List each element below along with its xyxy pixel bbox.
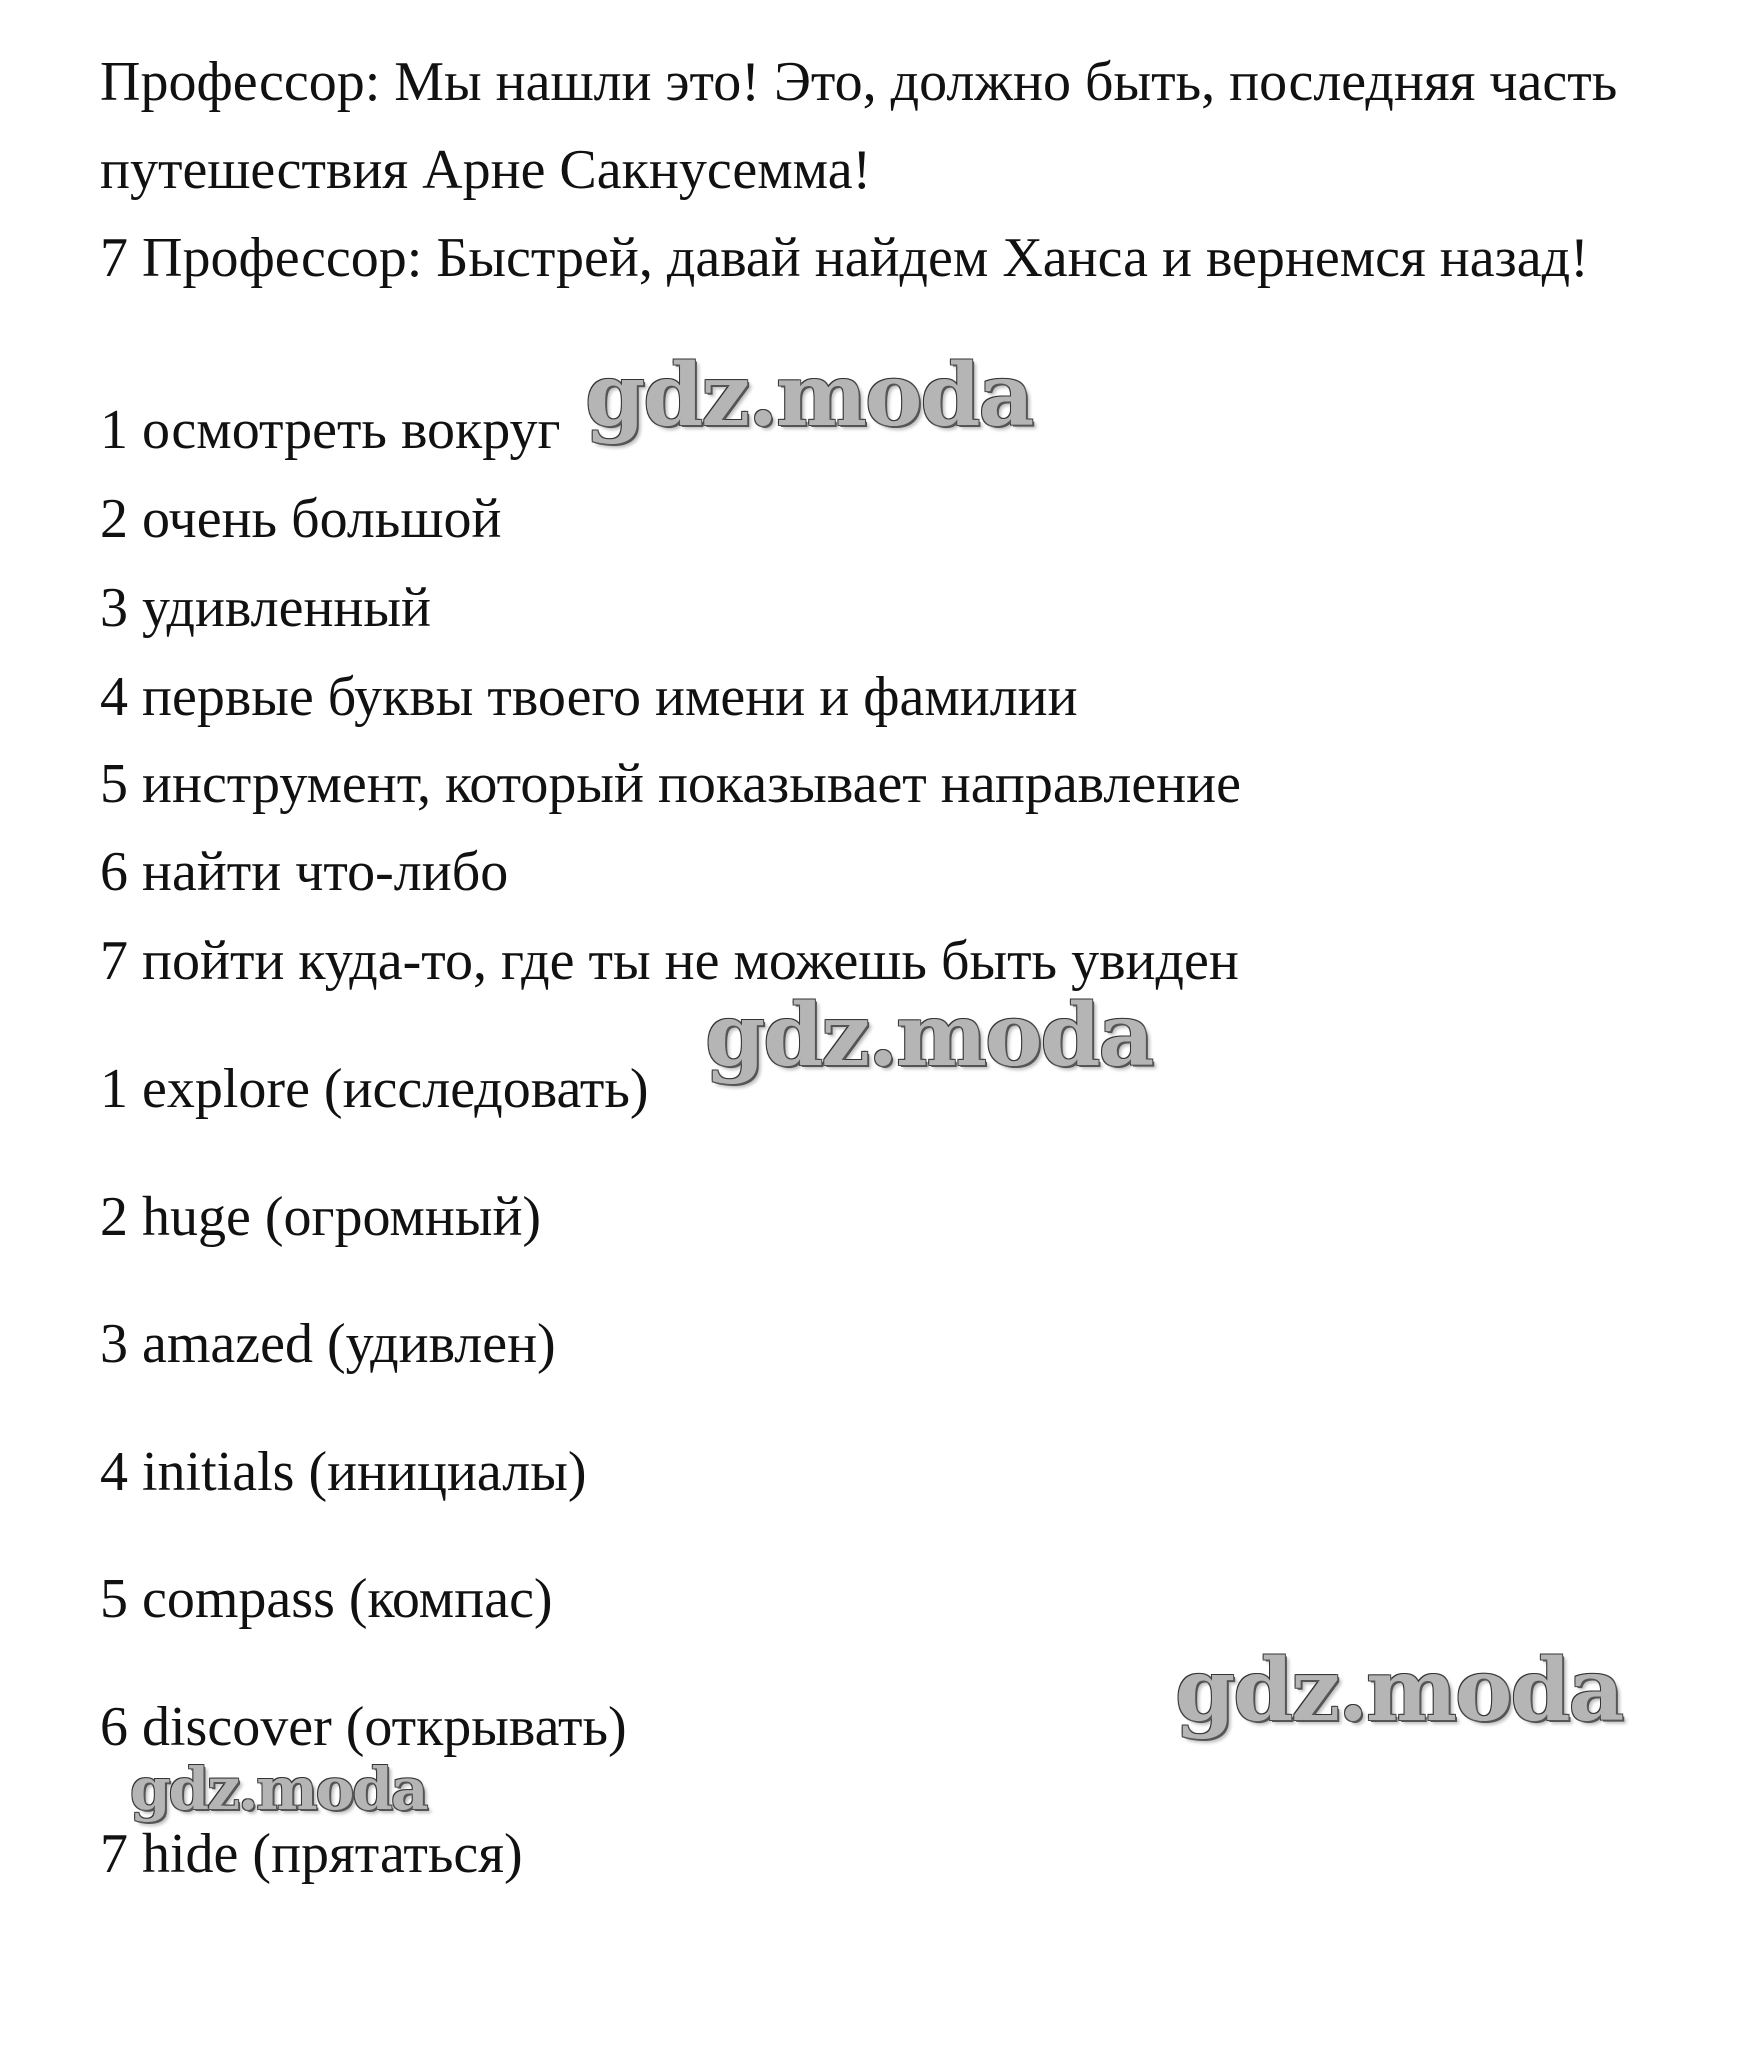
answer-item: 1 explore (исследовать) (100, 1058, 649, 1120)
dialogue-line: путешествия Арне Сакнусемма! (100, 139, 872, 201)
definition-item: 5 инструмент, который показывает направление (100, 753, 1241, 815)
answer-item: 6 discover (открывать) (100, 1696, 627, 1758)
definition-item: 1 осмотреть вокруг (100, 399, 561, 461)
watermark-logo: gdz.moda (705, 985, 1153, 1086)
dialogue-line: 7 Профессор: Быстрей, давай найдем Ханса и вернемся назад! (100, 227, 1589, 289)
answer-item: 3 amazed (удивлен) (100, 1313, 556, 1375)
definition-item: 6 найти что-либо (100, 841, 509, 903)
answer-item: 4 initials (инициалы) (100, 1441, 587, 1503)
definition-item: 7 пойти куда-то, где ты не можешь быть увиден (100, 930, 1239, 992)
watermark-logo: gdz.moda (130, 1755, 427, 1823)
dialogue-line: Профессор: Мы нашли это! Это, должно быть, последняя часть (100, 51, 1618, 113)
answer-item: 7 hide (прятаться) (100, 1823, 523, 1885)
definition-item: 3 удивленный (100, 577, 431, 639)
answer-item: 5 compass (компас) (100, 1568, 553, 1630)
answer-item: 2 huge (огромный) (100, 1186, 542, 1248)
watermark-logo: gdz.moda (1175, 1640, 1623, 1741)
watermark-logo: gdz.moda (585, 345, 1033, 446)
definition-item: 4 первые буквы твоего имени и фамилии (100, 666, 1078, 728)
definition-item: 2 очень большой (100, 488, 502, 550)
